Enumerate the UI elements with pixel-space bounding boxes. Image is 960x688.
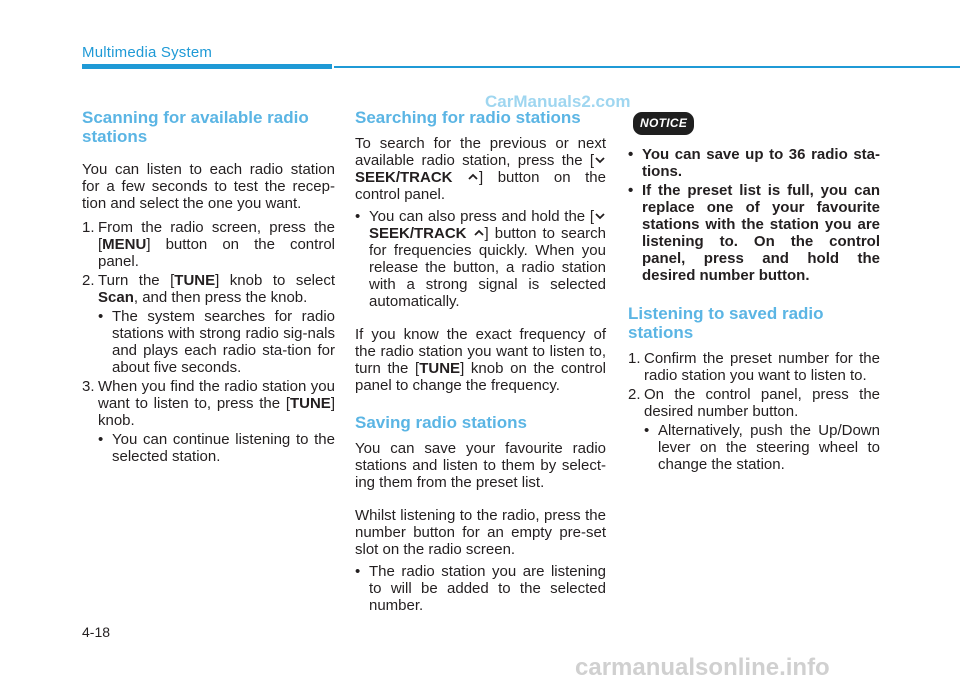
saving-bullet: • The radio station you are listening to will be added to the selected number. — [355, 563, 606, 614]
notice-bullet-1: • You can save up to 36 radio sta-tions. — [628, 146, 880, 180]
listening-step-2: 2. On the control panel, press the desired number button. — [628, 386, 880, 420]
chevron-down-icon — [594, 154, 606, 166]
page-number: 4-18 — [82, 624, 111, 640]
scanning-bullet-2: • You can continue listening to the selected station. — [82, 431, 335, 465]
heading-searching: Searching for radio stations — [355, 108, 581, 127]
searching-para-2: If you know the exact frequency of the radio station you want to listen to, turn the [TUNE] knob on the control panel to change the frequency. — [355, 326, 606, 394]
key-tune: TUNE — [419, 360, 461, 377]
chevron-up-icon — [473, 227, 485, 239]
key-tune: TUNE — [289, 395, 331, 412]
step-number: 1. — [628, 350, 641, 367]
key-scan: Scan — [98, 289, 134, 306]
chevron-up-icon — [467, 171, 479, 183]
listening-bullet: • Alternatively, push the Up/Down lever on the steering wheel to change the station. — [628, 422, 880, 473]
chevron-down-icon — [594, 210, 606, 222]
heading-listening: Listening to saved radio stations — [628, 304, 824, 342]
notice-badge: NOTICE — [633, 112, 694, 135]
header-rule-thin — [334, 66, 960, 68]
heading-saving: Saving radio stations — [355, 413, 527, 432]
listening-step-1: 1. Confirm the preset number for the radio station you want to listen to. — [628, 350, 880, 384]
scanning-intro: You can listen to each radio station for a few seconds to test the recep-tion and select the one you want. — [82, 161, 335, 212]
searching-bullet: • You can also press and hold the [ SEEK/TRACK ] button to search for frequencies quickly. When you release the button, a radio station with a strong signal is selected automatically. — [355, 208, 606, 310]
heading-scanning: Scanning for available radio stations — [82, 108, 309, 146]
step-number: 3. — [82, 378, 95, 395]
scanning-bullet-1: • The system searches for radio stations with strong radio sig-nals and plays each radio sta-tion for about five seconds. — [82, 308, 335, 376]
column-searching — [355, 108, 606, 614]
watermark-bottom: carmanualsonline.info — [575, 654, 830, 681]
scanning-step-1: 1. From the radio screen, press the [MENU] button on the control panel. — [82, 219, 335, 270]
key-seek-track: SEEK/TRACK — [369, 225, 467, 242]
header-rule-thick — [82, 64, 332, 69]
section-title: Multimedia System — [82, 44, 213, 61]
key-seek-track: SEEK/TRACK — [355, 169, 453, 186]
step-number: 1. — [82, 219, 95, 236]
column-scanning — [82, 108, 335, 465]
scanning-step-3: 3. When you find the radio station you want to listen to, press the [TUNE] knob. — [82, 378, 335, 429]
searching-para-1: To search for the previous or next available radio station, press the [ SEEK/TRACK ] button on the control panel. — [355, 135, 606, 203]
step-number: 2. — [628, 386, 641, 403]
notice-bullet-2: • If the preset list is full, you can replace one of your favourite stations with the station you are listening to. On the control panel, press and hold the desired number button. — [628, 182, 880, 284]
step-number: 2. — [82, 272, 95, 289]
saving-para-2: Whilst listening to the radio, press the number button for an empty pre-set slot on the radio screen. — [355, 507, 606, 558]
key-menu: MENU — [102, 236, 147, 253]
key-tune: TUNE — [174, 272, 216, 289]
watermark-top: CarManuals2.com — [485, 92, 631, 111]
column-notice — [628, 112, 880, 473]
saving-para-1: You can save your favourite radio stations and listen to them by select-ing them from the preset list. — [355, 440, 606, 491]
scanning-step-2: 2. Turn the [TUNE] knob to select Scan, and then press the knob. — [82, 272, 335, 306]
